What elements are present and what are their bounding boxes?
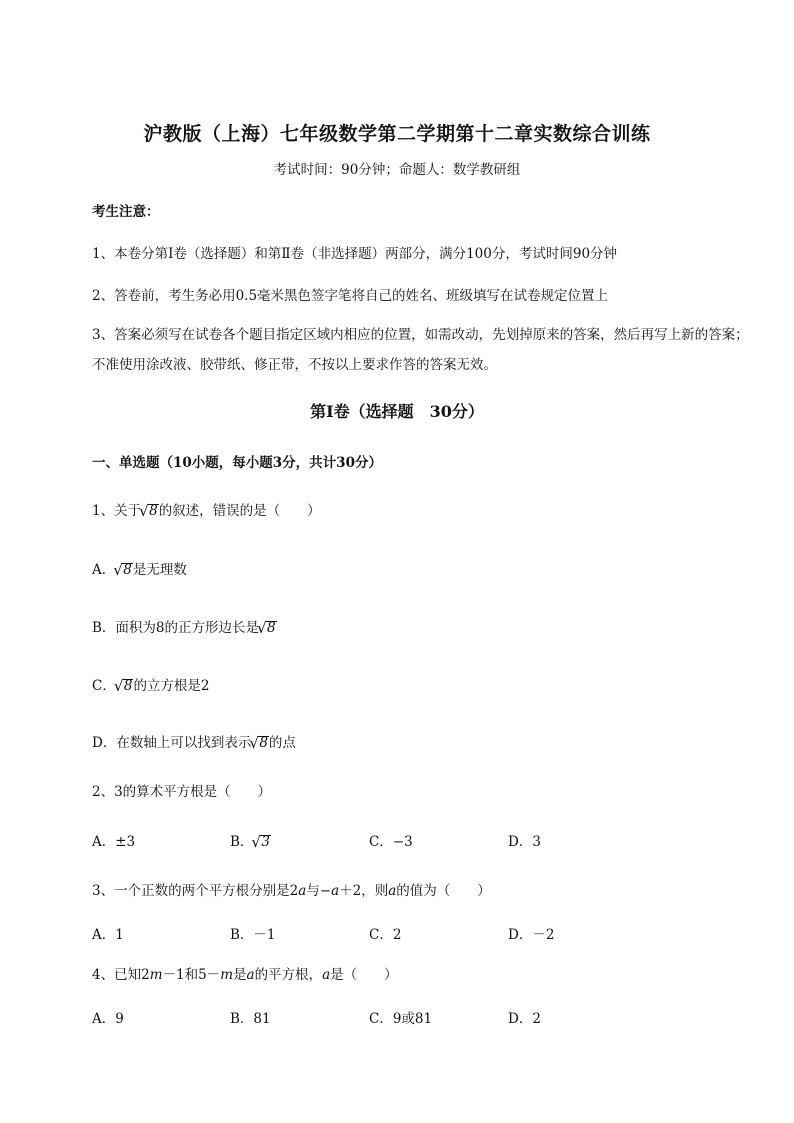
notice-item-2: 2、答卷前，考生务必用0.5毫米黑色签字笔将自己的姓名、班级填写在试卷规定位置上 <box>92 288 609 304</box>
question-2-option-a: A．±3 <box>92 834 136 850</box>
question-4-option-a: A．9 <box>92 1011 124 1027</box>
question-1-option-d: D．在数轴上可以找到表示√ 8的点 <box>92 731 296 751</box>
question-1-option-a: A．√ 8是无理数 <box>92 558 187 578</box>
question-4-stem: 4、已知2m－1和5－m是a的平方根，a是（ ） <box>92 967 398 983</box>
question-1-option-b: B．面积为8的正方形边长是√ 8 <box>92 616 277 636</box>
question-4-option-b: B．81 <box>230 1011 271 1027</box>
question-3-option-a: A．1 <box>92 927 124 943</box>
question-1-stem-post: 的叙述，错误的是（ ） <box>158 503 321 519</box>
sqrt-symbol: √ 8 <box>115 562 133 578</box>
question-4-option-d: D．2 <box>508 1011 541 1027</box>
page-subtitle: 考试时间：90分钟；命题人：数学教研组 <box>273 162 521 178</box>
question-3-option-b: B．－1 <box>230 927 276 943</box>
question-2-option-d: D．3 <box>508 834 541 850</box>
part-title: 一、单选题（10小题，每小题3分，共计30分） <box>92 455 382 471</box>
sqrt-symbol: √ 8 <box>259 620 277 636</box>
sqrt-symbol: √ 3 <box>253 834 271 850</box>
question-2-option-b: B．√ 3 <box>230 830 271 850</box>
sqrt-symbol: √ 8 <box>141 503 159 519</box>
section-title: 第Ⅰ卷（选择题 30分） <box>310 402 484 421</box>
question-3-stem: 3、一个正数的两个平方根分别是2a与−a＋2，则a的值为（ ） <box>92 883 491 899</box>
question-2-option-c: C．−3 <box>369 834 413 850</box>
notice-heading: 考生注意： <box>92 204 160 220</box>
question-2-stem: 2、3的算术平方根是（ ） <box>92 784 272 800</box>
question-3-option-c: C．2 <box>369 927 402 943</box>
question-4-option-c: C．9或81 <box>369 1011 433 1027</box>
notice-item-3: 3、答案必须写在试卷各个题目指定区域内相应的位置，如需改动，先划掉原来的答案，然后再写上新的答案；不准使用涂改液、胶带纸、修正带，不按以上要求作答的答案无效。 <box>92 327 749 373</box>
question-1-stem <box>92 499 321 519</box>
notice-item-1: 1、本卷分第Ⅰ卷（选择题）和第Ⅱ卷（非选择题）两部分，满分100分，考试时间90分钟 <box>92 246 618 262</box>
sqrt-symbol: √ 8 <box>251 735 269 751</box>
question-1-option-c: C．√ 8的立方根是2 <box>92 674 210 694</box>
sqrt-symbol: √ 8 <box>116 678 134 694</box>
question-3-option-d: D．－2 <box>508 927 555 943</box>
page-title: 沪教版（上海）七年级数学第二学期第十二章实数综合训练 <box>143 123 651 145</box>
question-1-stem-pre: 1、关于 <box>92 503 142 519</box>
